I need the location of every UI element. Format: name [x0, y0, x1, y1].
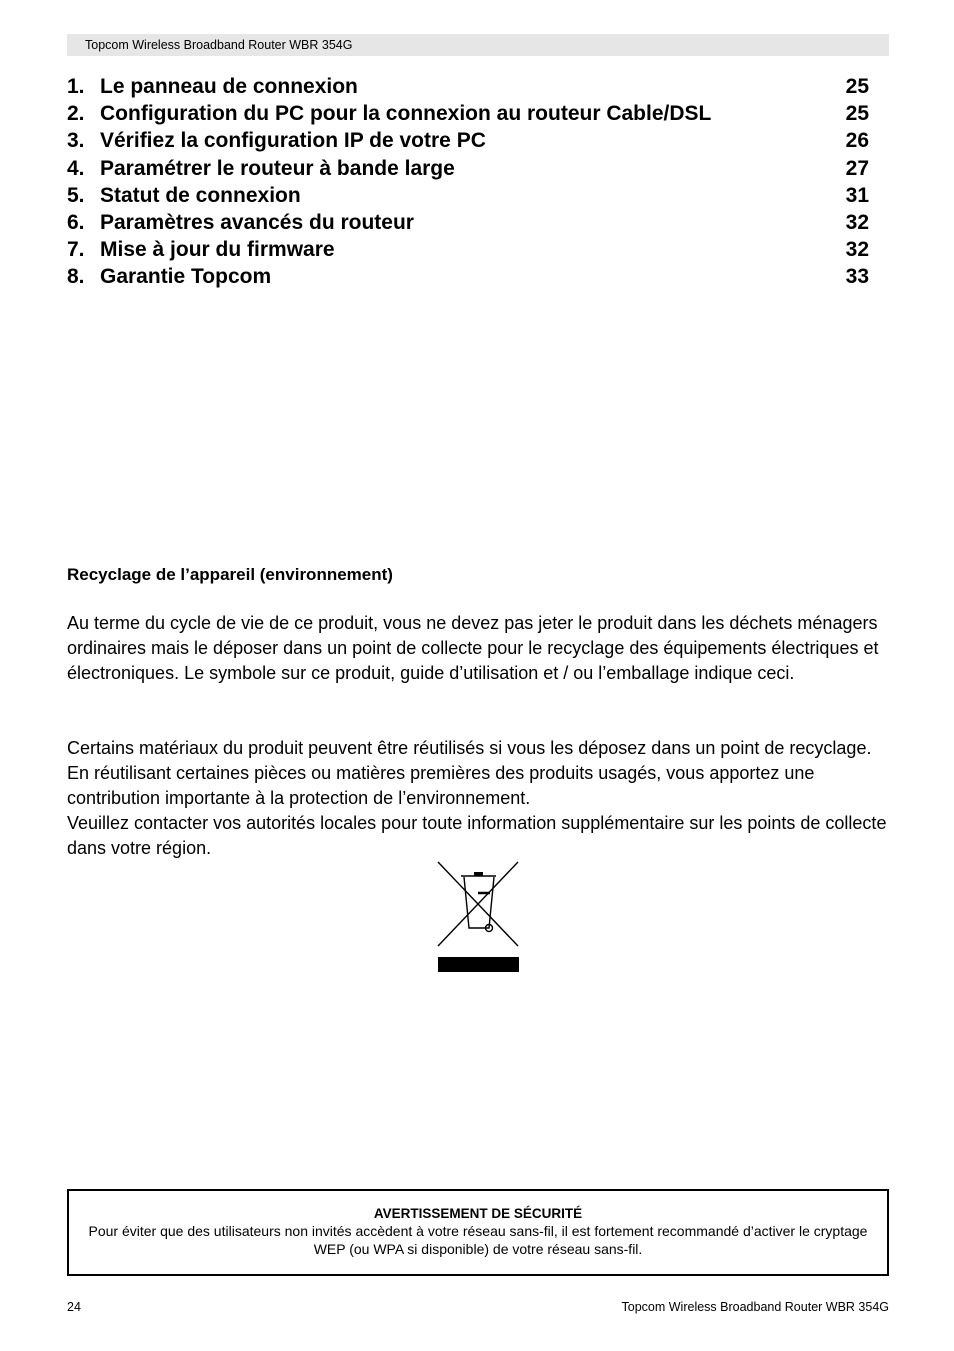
toc-item[interactable] — [67, 127, 869, 154]
page-number: 24 — [67, 1300, 81, 1314]
toc-item-page: 27 — [845, 156, 869, 180]
footer-text: Topcom Wireless Broadband Router WBR 354G — [621, 1300, 889, 1314]
toc-item-page: 31 — [845, 183, 869, 207]
toc-item-title: Garantie Topcom — [100, 265, 272, 289]
table-of-contents — [67, 73, 869, 291]
toc-item-page: 25 — [845, 75, 869, 98]
recycling-paragraph-3: Veuillez contacter vos autorités locales pour toute information supplémentaire sur les points de collecte dans votre région. — [67, 813, 887, 858]
toc-item-number: 6. — [67, 210, 85, 234]
toc-item-number: 7. — [67, 238, 85, 262]
toc-item-title: Mise à jour du firmware — [100, 238, 335, 262]
toc-item-number: 8. — [67, 265, 85, 289]
crossed-out-wheelie-bin-icon — [436, 860, 520, 974]
header-text: Topcom Wireless Broadband Router WBR 354G — [85, 38, 353, 52]
warning-title: AVERTISSEMENT DE SÉCURITÉ — [373, 1206, 583, 1221]
page-header — [67, 34, 889, 56]
toc-item-number: 4. — [67, 156, 85, 180]
toc-item-page: 32 — [845, 210, 869, 234]
toc-item[interactable] — [67, 263, 869, 290]
toc-item[interactable] — [67, 182, 869, 209]
toc-item-page: 25 — [845, 102, 869, 126]
toc-item[interactable] — [67, 155, 869, 182]
toc-item-page: 32 — [845, 238, 869, 262]
toc-item-number: 2. — [67, 102, 85, 126]
warning-text: Pour éviter que des utilisateurs non invités accèdent à votre réseau sans-fil, il est fortement recommandé d’activer le cryptage WEP (ou WPA si disponible) de votre réseau sans-fil. — [88, 1223, 868, 1257]
toc-item-title: Paramétrer le routeur à bande large — [100, 156, 455, 180]
recycling-title: Recyclage de l’appareil (environnement) — [67, 565, 393, 584]
toc-item-number: 5. — [67, 183, 85, 207]
recycling-paragraphs — [67, 736, 889, 861]
toc-item-title: Paramètres avancés du routeur — [100, 210, 414, 234]
toc-item-title: Vérifiez la configuration IP de votre PC — [100, 129, 486, 153]
recycling-paragraph-1: Au terme du cycle de vie de ce produit, vous ne devez pas jeter le produit dans les déchets ménagers ordinaires mais le déposer dans un point de collecte pour le recyclage des équipements électriques et électroniques. Le symbole sur ce produit, guide d’utilisation et / ou l’emballage indique ceci. — [67, 613, 879, 683]
toc-item-title: Le panneau de connexion — [100, 75, 358, 98]
toc-item[interactable] — [67, 100, 869, 127]
toc-item-page: 33 — [845, 265, 869, 289]
toc-item[interactable] — [67, 209, 869, 236]
toc-item-title: Statut de connexion — [100, 183, 301, 207]
toc-item[interactable] — [67, 236, 869, 263]
safety-warning-box — [67, 1189, 889, 1276]
toc-item[interactable] — [67, 73, 869, 100]
toc-item-number: 1. — [67, 75, 85, 98]
recycling-paragraph-2: Certains matériaux du produit peuvent être réutilisés si vous les déposez dans un point de recyclage. En réutilisant certaines pièces ou matières premières des produits usagés, vous apportez une contribution importante à la protection de l’environnement. — [67, 738, 872, 808]
toc-item-page: 26 — [845, 129, 869, 153]
toc-item-number: 3. — [67, 129, 85, 153]
toc-item-title: Configuration du PC pour la connexion au routeur Cable/DSL — [100, 102, 712, 126]
